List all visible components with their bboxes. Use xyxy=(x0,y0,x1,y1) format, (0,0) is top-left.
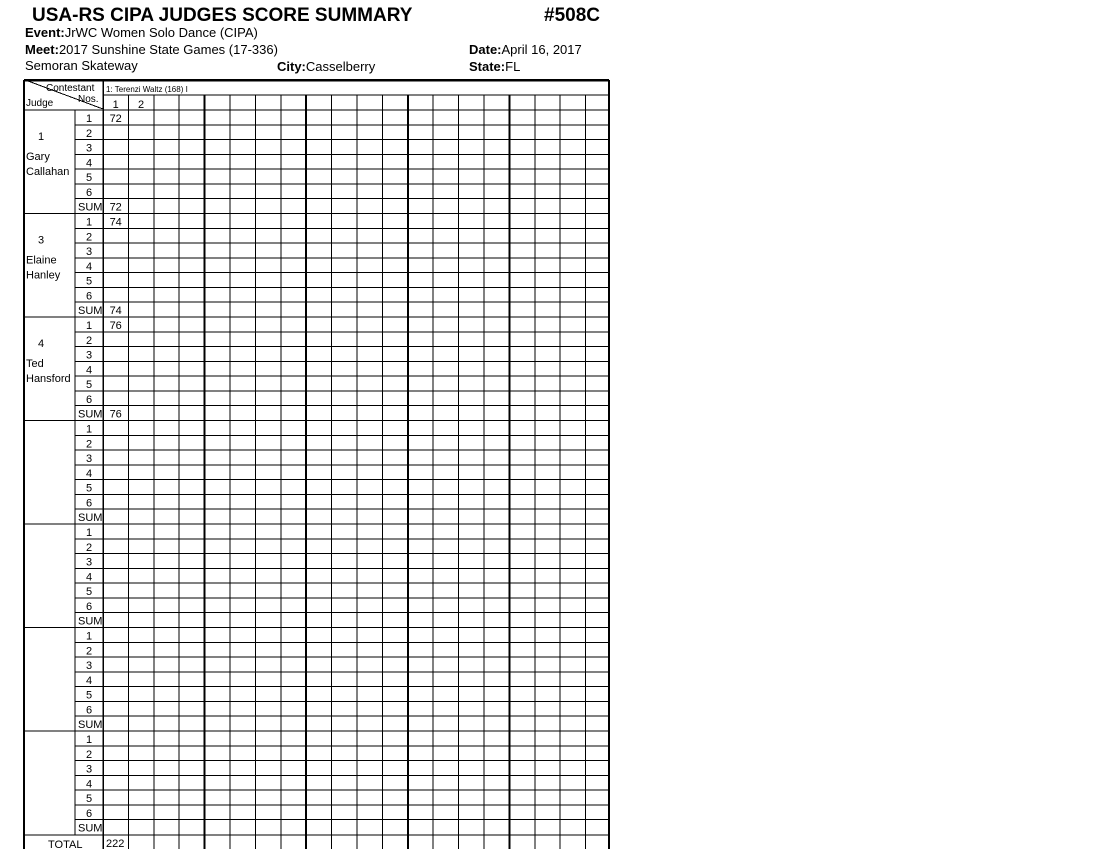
sum-label: SUM xyxy=(78,822,103,835)
judge-number: 1 xyxy=(38,131,45,143)
column-number: 2 xyxy=(138,99,145,111)
judge-first-name: Gary xyxy=(26,151,50,163)
page-title: USA-RS CIPA JUDGES SCORE SUMMARY xyxy=(32,5,413,26)
state-value: FL xyxy=(505,59,521,74)
row-number: 5 xyxy=(86,172,93,185)
date-label: Date: xyxy=(469,42,502,57)
judge-sum: 72 xyxy=(109,201,122,214)
meet-value: 2017 Sunshine State Games (17-336) xyxy=(58,42,278,57)
row-number: 4 xyxy=(86,778,93,791)
contestant-name: 1: Terenzi Waltz (168) I xyxy=(106,85,188,94)
row-number: 2 xyxy=(86,438,93,451)
row-number: 5 xyxy=(86,275,93,288)
judge-score: 74 xyxy=(109,216,122,229)
judge-first-name: Elaine xyxy=(26,254,57,267)
row-number: 4 xyxy=(86,260,93,273)
row-number: 3 xyxy=(86,142,93,155)
judge-last-name: Hanley xyxy=(26,269,61,282)
sum-label: SUM xyxy=(78,201,103,214)
city-label: City: xyxy=(277,59,306,74)
row-number: 1 xyxy=(86,630,93,643)
row-number: 4 xyxy=(86,467,93,480)
event-value: JrWC Women Solo Dance (CIPA) xyxy=(64,25,258,40)
judge-last-name: Callahan xyxy=(26,166,70,178)
row-number: 1 xyxy=(86,527,93,539)
city-value: Casselberry xyxy=(305,59,376,74)
judge-score: 76 xyxy=(109,320,122,332)
row-number: 2 xyxy=(86,231,93,244)
row-number: 4 xyxy=(86,674,93,687)
row-number: 2 xyxy=(86,645,93,658)
sum-label: SUM xyxy=(78,512,103,525)
nos-label: Nos. xyxy=(78,94,99,105)
judge-sum: 76 xyxy=(109,408,122,421)
column-number: 1 xyxy=(112,99,119,111)
row-number: 3 xyxy=(86,556,93,569)
total-label: TOTAL xyxy=(48,839,83,850)
row-number: 6 xyxy=(86,290,93,303)
row-number: 2 xyxy=(86,748,93,761)
row-number: 6 xyxy=(86,497,93,510)
judge-number: 4 xyxy=(38,338,45,350)
row-number: 5 xyxy=(86,793,93,806)
judge-label: Judge xyxy=(26,98,54,109)
sum-label: SUM xyxy=(78,615,103,628)
state-label: State: xyxy=(469,59,506,74)
row-number: 3 xyxy=(86,453,93,466)
form-number: #508C xyxy=(544,5,600,26)
row-number: 3 xyxy=(86,349,93,362)
venue-name: Semoran Skateway xyxy=(25,58,138,73)
row-number: 1 xyxy=(86,216,93,229)
row-number: 6 xyxy=(86,600,93,613)
sum-label: SUM xyxy=(78,305,103,318)
row-number: 6 xyxy=(86,807,93,820)
row-number: 3 xyxy=(86,660,93,673)
total-value: 222 xyxy=(106,838,125,850)
row-number: 2 xyxy=(86,541,93,554)
sum-label: SUM xyxy=(78,408,103,421)
date-value: April 16, 2017 xyxy=(501,42,582,57)
row-number: 2 xyxy=(86,334,93,347)
row-number: 3 xyxy=(86,763,93,776)
judge-number: 3 xyxy=(38,234,45,247)
row-number: 1 xyxy=(86,423,93,436)
row-number: 3 xyxy=(86,246,93,259)
contestant-label: Contestant xyxy=(46,83,95,94)
row-number: 6 xyxy=(86,704,93,717)
judge-last-name: Hansford xyxy=(26,373,71,385)
event-label: Event: xyxy=(25,25,65,40)
judge-score: 72 xyxy=(109,113,122,125)
row-number: 6 xyxy=(86,186,93,199)
row-number: 1 xyxy=(86,320,93,332)
row-number: 5 xyxy=(86,379,93,392)
row-number: 4 xyxy=(86,364,93,377)
row-number: 6 xyxy=(86,393,93,406)
sum-label: SUM xyxy=(78,719,103,732)
row-number: 1 xyxy=(86,113,93,125)
meet-label: Meet: xyxy=(25,42,59,57)
judge-sum: 74 xyxy=(109,305,122,318)
row-number: 4 xyxy=(86,157,93,170)
row-number: 5 xyxy=(86,482,93,495)
row-number: 1 xyxy=(86,734,93,746)
row-number: 5 xyxy=(86,689,93,702)
row-number: 4 xyxy=(86,571,93,584)
judge-first-name: Ted xyxy=(26,358,44,370)
row-number: 5 xyxy=(86,586,93,599)
row-number: 2 xyxy=(86,127,93,140)
